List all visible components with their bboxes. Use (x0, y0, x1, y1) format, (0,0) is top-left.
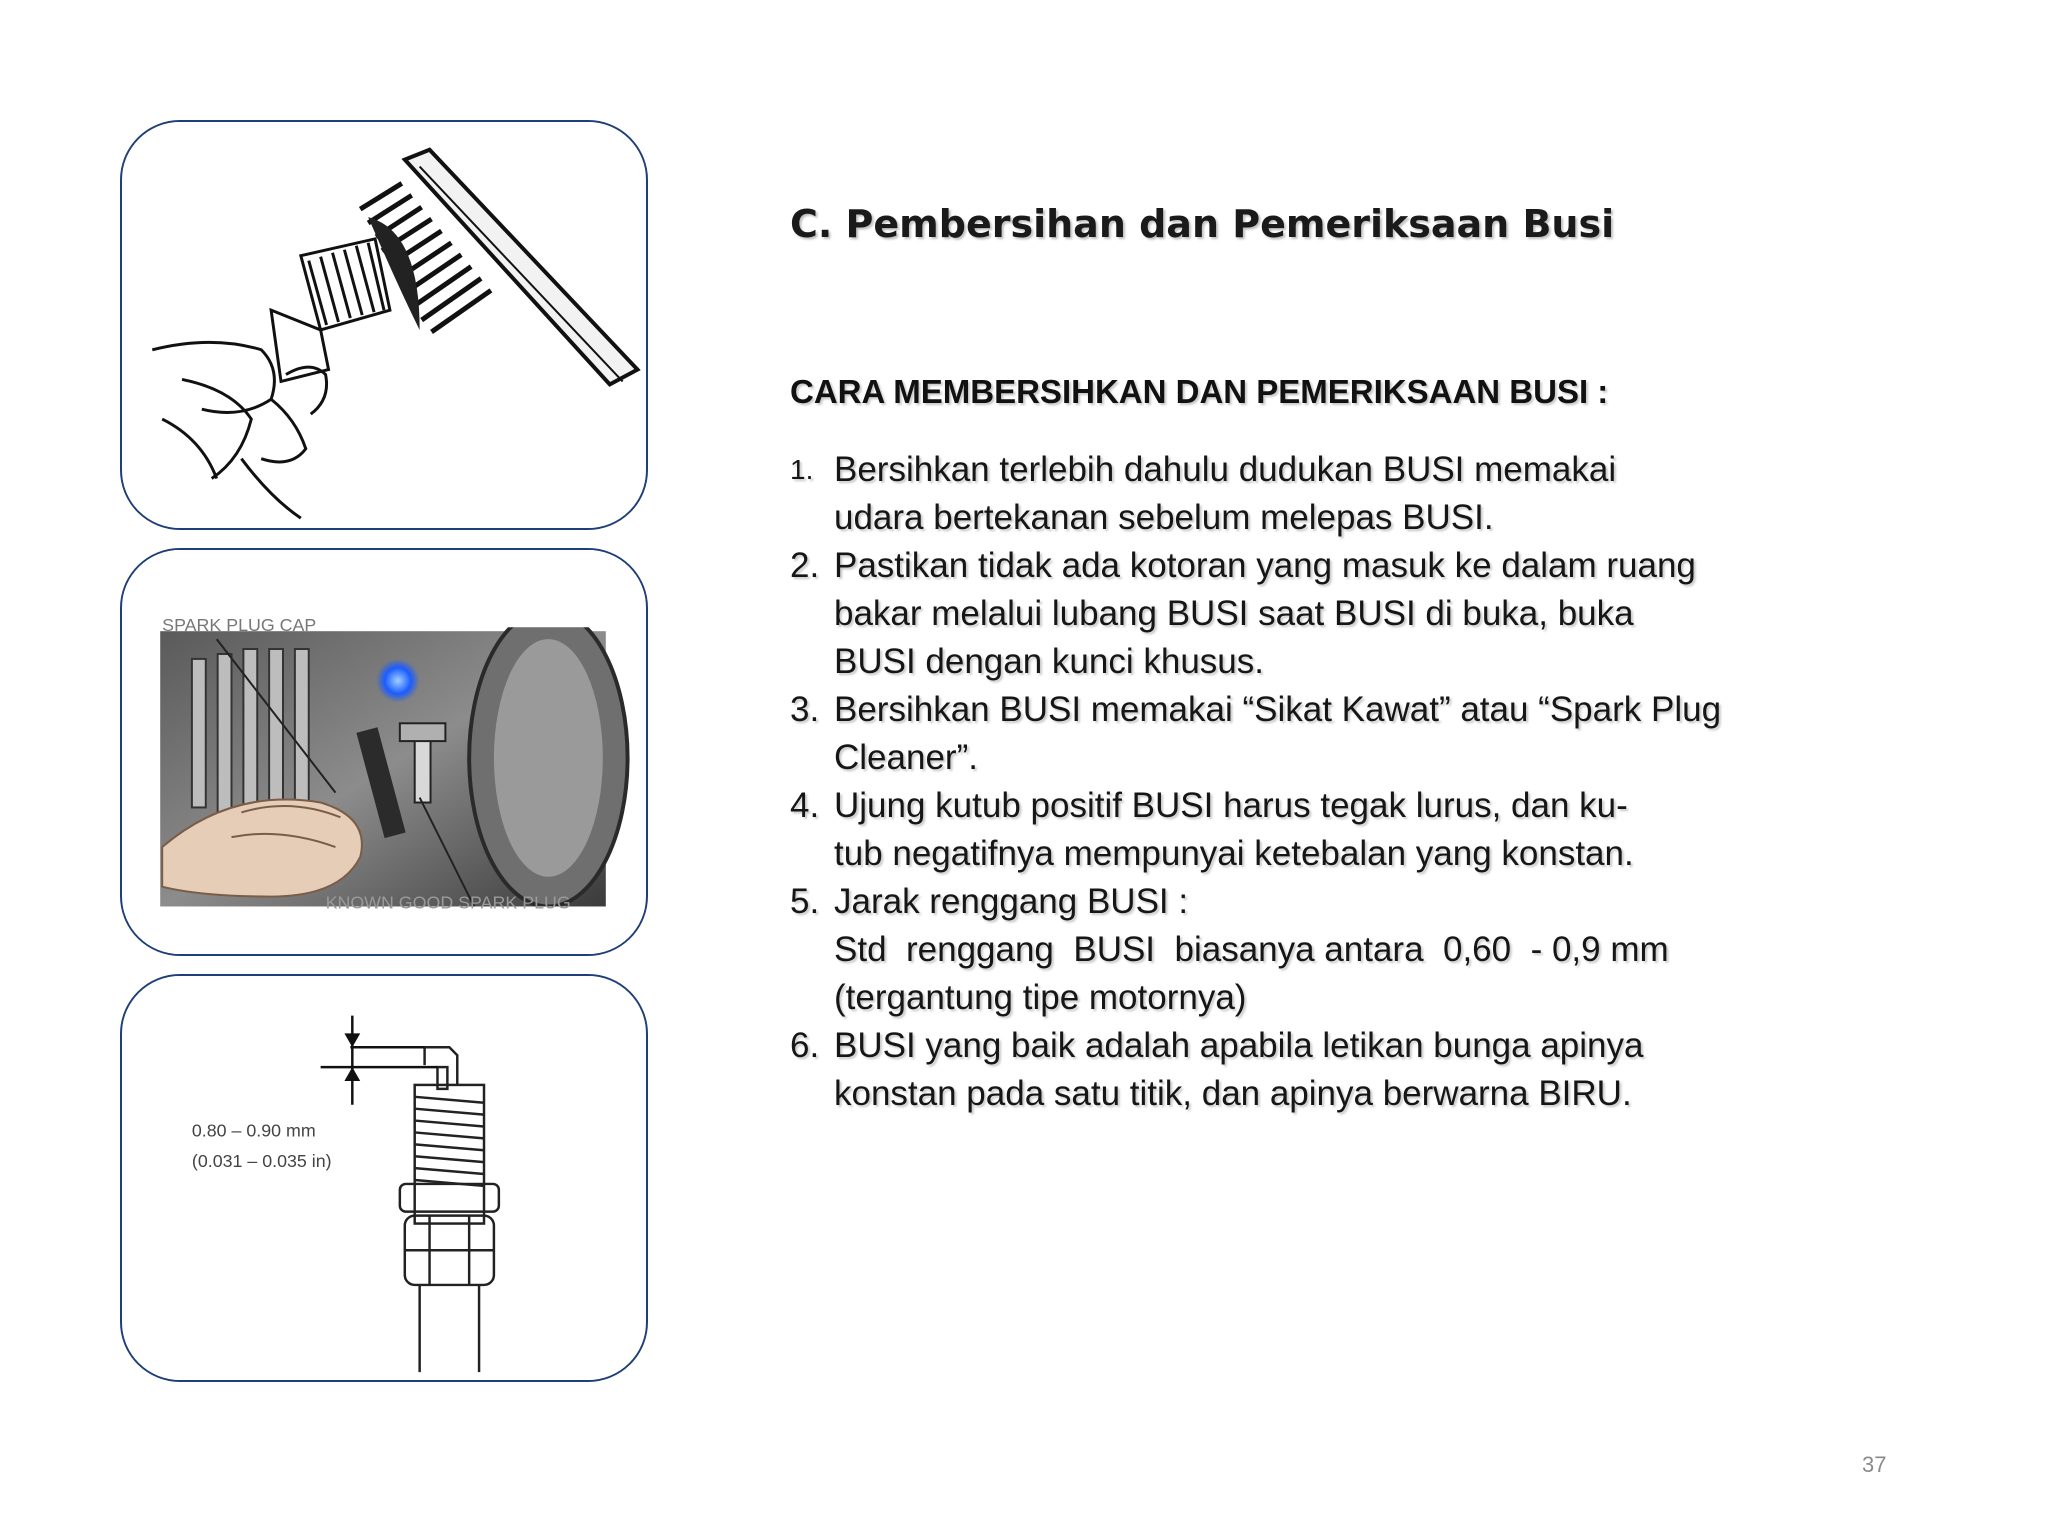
list-item (790, 782, 1940, 878)
step-text: BUSI yang baik adalah apabila letikan bunga apinya (834, 1026, 1644, 1065)
step-text: Bersihkan BUSI memakai “Sikat Kawat” atau “Spark Plug (834, 690, 1722, 729)
engine-photo-drawing (122, 550, 646, 954)
list-item (790, 686, 1940, 782)
known-good-spark-plug-label: KNOWN GOOD SPARK PLUG (325, 892, 571, 913)
list-item (790, 1022, 1940, 1118)
steps-list (790, 446, 1940, 1118)
step-text: tub negatifnya mempunyai ketebalan yang konstan. (834, 834, 1634, 873)
step-text: konstan pada satu titik, dan apinya berwarna BIRU. (834, 1074, 1632, 1113)
step-text: Ujung kutub positif BUSI harus tegak lurus, dan ku- (834, 786, 1628, 825)
step-text: (tergantung tipe motornya) (834, 978, 1247, 1017)
spark-plug-gap-diagram (120, 974, 648, 1382)
page-number: 37 (1862, 1452, 1887, 1477)
gap-inch-label: (0.031 – 0.035 in) (191, 1151, 332, 1172)
step-text: Jarak renggang BUSI : (834, 882, 1189, 921)
step-text: BUSI dengan kunci khusus. (834, 642, 1264, 681)
step-text: Cleaner”. (834, 738, 978, 777)
step-number: 1. (790, 454, 814, 485)
step-number: 6. (790, 1026, 820, 1065)
step-text: Pastikan tidak ada kotoran yang masuk ke dalam ruang (834, 546, 1696, 585)
step-text: Bersihkan terlebih dahulu dudukan BUSI memakai (834, 450, 1617, 489)
step-text: bakar melalui lubang BUSI saat BUSI di buka, buka (834, 594, 1634, 633)
step-number: 5. (790, 882, 820, 921)
list-item (790, 446, 1940, 542)
brush-cleaning-illustration (120, 120, 648, 530)
spark-plug-cap-label: SPARK PLUG CAP (162, 615, 317, 636)
step-text: Std renggang BUSI biasanya antara 0,60 - 0,9 mm (834, 930, 1669, 969)
gap-mm-label: 0.80 – 0.90 mm (191, 1120, 316, 1141)
engine-spark-plug-photo (120, 548, 648, 956)
step-number: 3. (790, 690, 820, 729)
list-item (790, 878, 1940, 1022)
step-number: 2. (790, 546, 820, 585)
slide-title: C. Pembersihan dan Pemeriksaan Busi (790, 202, 1615, 246)
wire-brush-spark-plug-drawing (122, 122, 646, 528)
section-subtitle: CARA MEMBERSIHKAN DAN PEMERIKSAAN BUSI : (790, 373, 1609, 410)
step-number: 4. (790, 786, 820, 825)
step-text: udara bertekanan sebelum melepas BUSI. (834, 498, 1494, 537)
list-item (790, 542, 1940, 686)
gap-measurement-drawing (122, 976, 646, 1380)
